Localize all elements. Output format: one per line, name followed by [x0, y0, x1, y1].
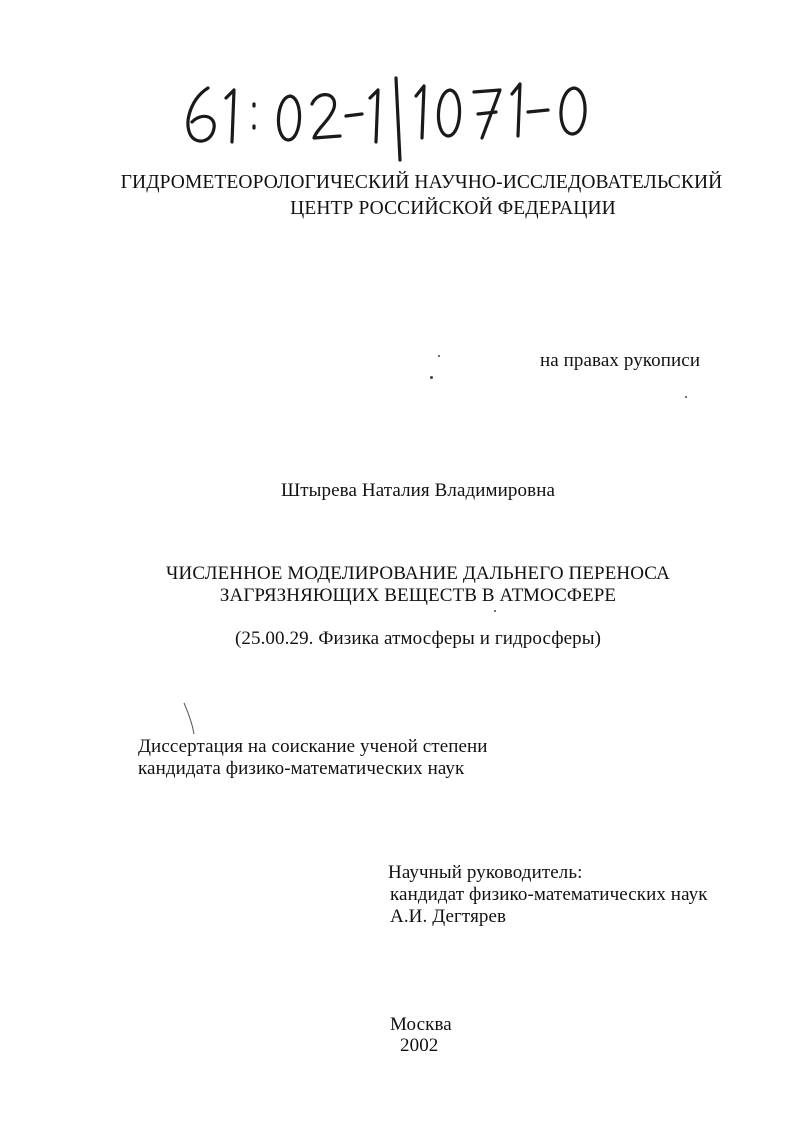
scan-speck: [430, 376, 433, 379]
supervisor-degree: кандидат физико-математических наук: [390, 884, 708, 905]
scan-mark: [182, 702, 196, 736]
author-name: Штырева Наталия Владимировна: [281, 480, 555, 501]
year: 2002: [400, 1035, 439, 1056]
city: Москва: [390, 1014, 452, 1035]
dissertation-title-line2: ЗАГРЯЗНЯЮЩИХ ВЕЩЕСТВ В АТМОСФЕРЕ: [219, 585, 617, 606]
handwritten-archive-code: [178, 68, 608, 164]
supervisor-label: Научный руководитель:: [388, 862, 583, 883]
organization-name-line2: ЦЕНТР РОССИЙСКОЙ ФЕДЕРАЦИИ: [290, 198, 616, 219]
scan-speck: [438, 355, 440, 357]
specialty-code: (25.00.29. Физика атмосферы и гидросферы): [234, 628, 602, 649]
supervisor-name: А.И. Дегтярев: [390, 906, 507, 927]
manuscript-rights-note: на правах рукописи: [540, 350, 701, 371]
scan-speck: [685, 396, 687, 398]
degree-line1: Диссертация на соискание ученой степени: [138, 736, 488, 757]
degree-line2: кандидата физико-математических наук: [138, 758, 465, 779]
dissertation-title-line1: ЧИСЛЕННОЕ МОДЕЛИРОВАНИЕ ДАЛЬНЕГО ПЕРЕНОСА: [166, 563, 670, 584]
organization-name-line1: ГИДРОМЕТЕОРОЛОГИЧЕСКИЙ НАУЧНО-ИССЛЕДОВАТЕЛЬСКИЙ: [120, 172, 723, 193]
scan-speck: [494, 610, 496, 612]
